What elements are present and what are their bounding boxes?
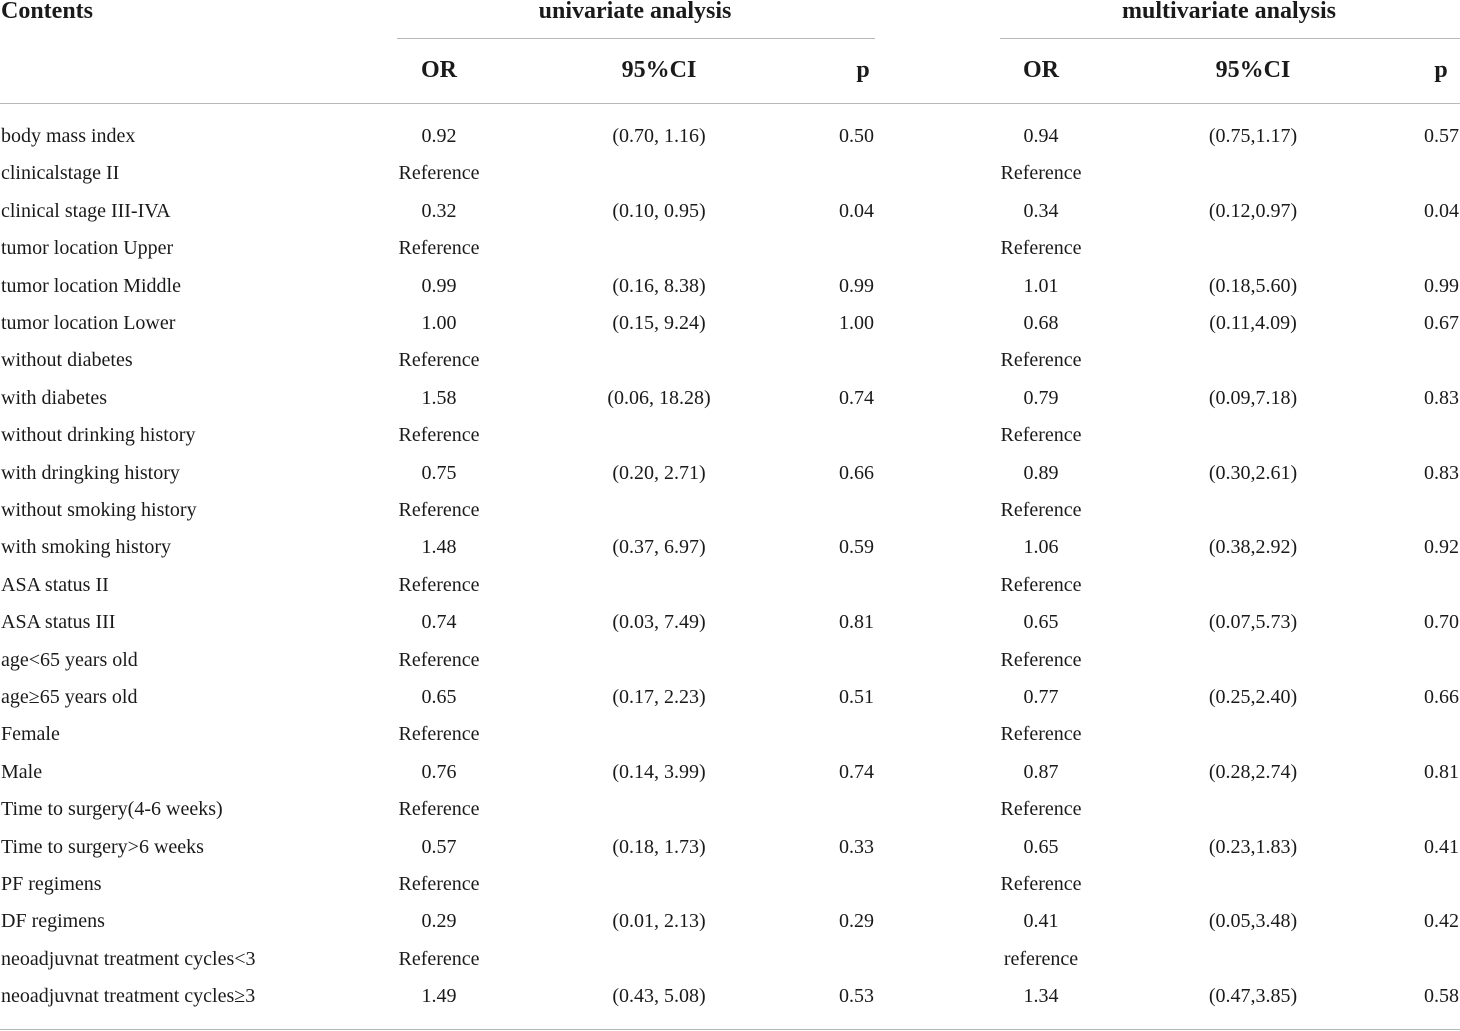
multi-or-cell: 0.87 — [1023, 761, 1059, 783]
uni-or-cell: Reference — [398, 162, 480, 184]
uni-ci-cell: (0.43, 5.08) — [612, 985, 706, 1007]
uni-ci-cell: (0.70, 1.16) — [612, 125, 706, 147]
row-label: clinical stage III-IVA — [1, 200, 171, 222]
uni-ci-cell: (0.06, 18.28) — [607, 387, 711, 409]
row-label: without smoking history — [1, 499, 197, 521]
uni-p-cell: 0.74 — [839, 761, 874, 783]
multi-p-cell: 0.66 — [1424, 686, 1459, 708]
uni-ci-cell: (0.14, 3.99) — [612, 761, 706, 783]
multi-ci-header: 95%CI — [1215, 57, 1291, 83]
uni-ci-cell: (0.16, 8.38) — [612, 275, 706, 297]
uni-or-header: OR — [421, 57, 457, 83]
uni-p-cell: 0.33 — [839, 836, 874, 858]
row-label: with dringking history — [1, 462, 180, 484]
uni-ci-cell: (0.01, 2.13) — [612, 910, 706, 932]
multi-p-cell: 0.92 — [1424, 536, 1459, 558]
row-label: Time to surgery>6 weeks — [1, 836, 204, 858]
multi-or-cell: 0.94 — [1023, 125, 1059, 147]
multi-p-cell: 0.99 — [1424, 275, 1459, 297]
row-label: without drinking history — [1, 424, 196, 446]
multi-or-cell: 0.41 — [1023, 910, 1059, 932]
multi-ci-cell: (0.47,3.85) — [1208, 985, 1298, 1007]
multi-p-cell: 0.57 — [1424, 125, 1459, 147]
multi-p-cell: 0.42 — [1424, 910, 1459, 932]
row-label: with diabetes — [1, 387, 108, 409]
multi-or-cell: 1.01 — [1023, 275, 1059, 297]
multi-p-cell: 0.04 — [1424, 200, 1459, 222]
row-label: ASA status II — [1, 574, 109, 596]
uni-p-header: p — [856, 57, 870, 83]
uni-or-cell: Reference — [398, 798, 480, 820]
uni-p-cell: 1.00 — [839, 312, 874, 334]
uni-or-cell: Reference — [398, 499, 480, 521]
multi-p-cell: 0.58 — [1424, 985, 1459, 1007]
multi-or-cell: Reference — [1000, 798, 1082, 820]
uni-p-cell: 0.51 — [839, 686, 874, 708]
multi-ci-cell: (0.05,3.48) — [1208, 910, 1298, 932]
multi-ci-cell: (0.07,5.73) — [1208, 611, 1298, 633]
multi-p-cell: 0.83 — [1424, 387, 1459, 409]
row-label: Male — [1, 761, 43, 783]
uni-or-cell: Reference — [398, 723, 480, 745]
row-label: tumor location Middle — [1, 275, 181, 297]
multi-p-header: p — [1434, 57, 1448, 83]
multi-ci-cell: (0.11,4.09) — [1209, 312, 1297, 334]
uni-p-cell: 0.99 — [839, 275, 874, 297]
row-label: tumor location Lower — [1, 312, 176, 334]
row-label: clinicalstage II — [1, 162, 120, 184]
multi-or-cell: 0.77 — [1023, 686, 1059, 708]
uni-or-cell: 1.49 — [421, 985, 457, 1007]
uni-or-cell: Reference — [398, 948, 480, 970]
uni-p-cell: 0.04 — [839, 200, 874, 222]
row-label: Time to surgery(4-6 weeks) — [1, 798, 223, 820]
multi-or-cell: 1.34 — [1023, 985, 1059, 1007]
multi-ci-cell: (0.30,2.61) — [1208, 462, 1298, 484]
uni-or-cell: 0.99 — [421, 275, 457, 297]
uni-ci-cell: (0.15, 9.24) — [612, 312, 706, 334]
uni-or-cell: 0.75 — [421, 462, 457, 484]
multi-ci-cell: (0.12,0.97) — [1208, 200, 1298, 222]
univariate-underline — [397, 38, 875, 39]
multi-or-cell: 0.65 — [1023, 611, 1059, 633]
uni-or-cell: 0.65 — [421, 686, 457, 708]
multi-or-cell: Reference — [1000, 349, 1082, 371]
row-label: tumor location Upper — [1, 237, 174, 259]
multi-or-cell: Reference — [1000, 237, 1082, 259]
multi-or-cell: Reference — [1000, 873, 1082, 895]
multi-or-cell: Reference — [1000, 574, 1082, 596]
multivariate-underline — [1000, 38, 1460, 39]
uni-or-cell: 1.58 — [421, 387, 457, 409]
uni-or-cell: 0.74 — [421, 611, 457, 633]
uni-or-cell: Reference — [398, 649, 480, 671]
row-label: neoadjuvnat treatment cycles≥3 — [1, 985, 256, 1007]
multivariate-header: multivariate analysis — [1122, 0, 1336, 24]
multi-ci-cell: (0.09,7.18) — [1208, 387, 1298, 409]
multi-or-cell: 0.68 — [1023, 312, 1059, 334]
row-label: age≥65 years old — [1, 686, 138, 708]
multi-or-cell: 0.65 — [1023, 836, 1059, 858]
row-label: PF regimens — [1, 873, 102, 895]
multi-ci-cell: (0.18,5.60) — [1208, 275, 1298, 297]
uni-ci-cell: (0.18, 1.73) — [612, 836, 706, 858]
row-label: neoadjuvnat treatment cycles<3 — [1, 948, 256, 970]
uni-or-cell: 0.29 — [421, 910, 457, 932]
uni-or-cell: 0.57 — [421, 836, 457, 858]
row-label: with smoking history — [1, 536, 172, 558]
multi-or-cell: 1.06 — [1023, 536, 1059, 558]
uni-p-cell: 0.74 — [839, 387, 874, 409]
multi-or-cell: 0.34 — [1023, 200, 1059, 222]
uni-or-cell: Reference — [398, 424, 480, 446]
multi-or-cell: Reference — [1000, 723, 1082, 745]
contents-header: Contents — [1, 0, 94, 24]
row-label: age<65 years old — [1, 649, 138, 671]
multi-ci-cell: (0.25,2.40) — [1208, 686, 1298, 708]
multi-or-cell: Reference — [1000, 499, 1082, 521]
multi-or-cell: 0.79 — [1023, 387, 1059, 409]
uni-or-cell: 1.48 — [421, 536, 457, 558]
multi-ci-cell: (0.28,2.74) — [1208, 761, 1298, 783]
uni-or-cell: Reference — [398, 873, 480, 895]
multi-p-cell: 0.67 — [1424, 312, 1459, 334]
uni-p-cell: 0.59 — [839, 536, 874, 558]
row-label: Female — [1, 723, 60, 745]
multi-or-cell: Reference — [1000, 649, 1082, 671]
multi-or-cell: 0.89 — [1023, 462, 1059, 484]
bottom-rule — [0, 1029, 1460, 1030]
uni-p-cell: 0.29 — [839, 910, 874, 932]
uni-or-cell: 0.92 — [421, 125, 457, 147]
uni-or-cell: Reference — [398, 237, 480, 259]
multi-p-cell: 0.81 — [1424, 761, 1459, 783]
header-rule — [0, 103, 1460, 104]
multi-ci-cell: (0.38,2.92) — [1208, 536, 1298, 558]
multi-ci-cell: (0.23,1.83) — [1208, 836, 1298, 858]
univariate-header: univariate analysis — [538, 0, 732, 24]
multi-p-cell: 0.70 — [1424, 611, 1459, 633]
uni-ci-cell: (0.10, 0.95) — [612, 200, 706, 222]
row-label: without diabetes — [1, 349, 133, 371]
uni-or-cell: Reference — [398, 574, 480, 596]
multi-p-cell: 0.41 — [1424, 836, 1459, 858]
uni-or-cell: 0.76 — [421, 761, 457, 783]
row-label: ASA status III — [1, 611, 116, 633]
uni-p-cell: 0.50 — [839, 125, 874, 147]
uni-ci-cell: (0.37, 6.97) — [612, 536, 706, 558]
uni-or-cell: 1.00 — [421, 312, 457, 334]
uni-p-cell: 0.53 — [839, 985, 874, 1007]
row-label: DF regimens — [1, 910, 105, 932]
uni-or-cell: Reference — [398, 349, 480, 371]
uni-ci-cell: (0.20, 2.71) — [612, 462, 706, 484]
uni-p-cell: 0.66 — [839, 462, 874, 484]
multi-or-cell: Reference — [1000, 162, 1082, 184]
multi-or-cell: reference — [1003, 948, 1079, 970]
row-label: body mass index — [1, 125, 136, 147]
multi-p-cell: 0.83 — [1424, 462, 1459, 484]
multi-or-cell: Reference — [1000, 424, 1082, 446]
uni-or-cell: 0.32 — [421, 200, 457, 222]
multi-or-header: OR — [1023, 57, 1059, 83]
uni-p-cell: 0.81 — [839, 611, 874, 633]
uni-ci-header: 95%CI — [621, 57, 697, 83]
uni-ci-cell: (0.03, 7.49) — [612, 611, 706, 633]
multi-ci-cell: (0.75,1.17) — [1208, 125, 1298, 147]
uni-ci-cell: (0.17, 2.23) — [612, 686, 706, 708]
